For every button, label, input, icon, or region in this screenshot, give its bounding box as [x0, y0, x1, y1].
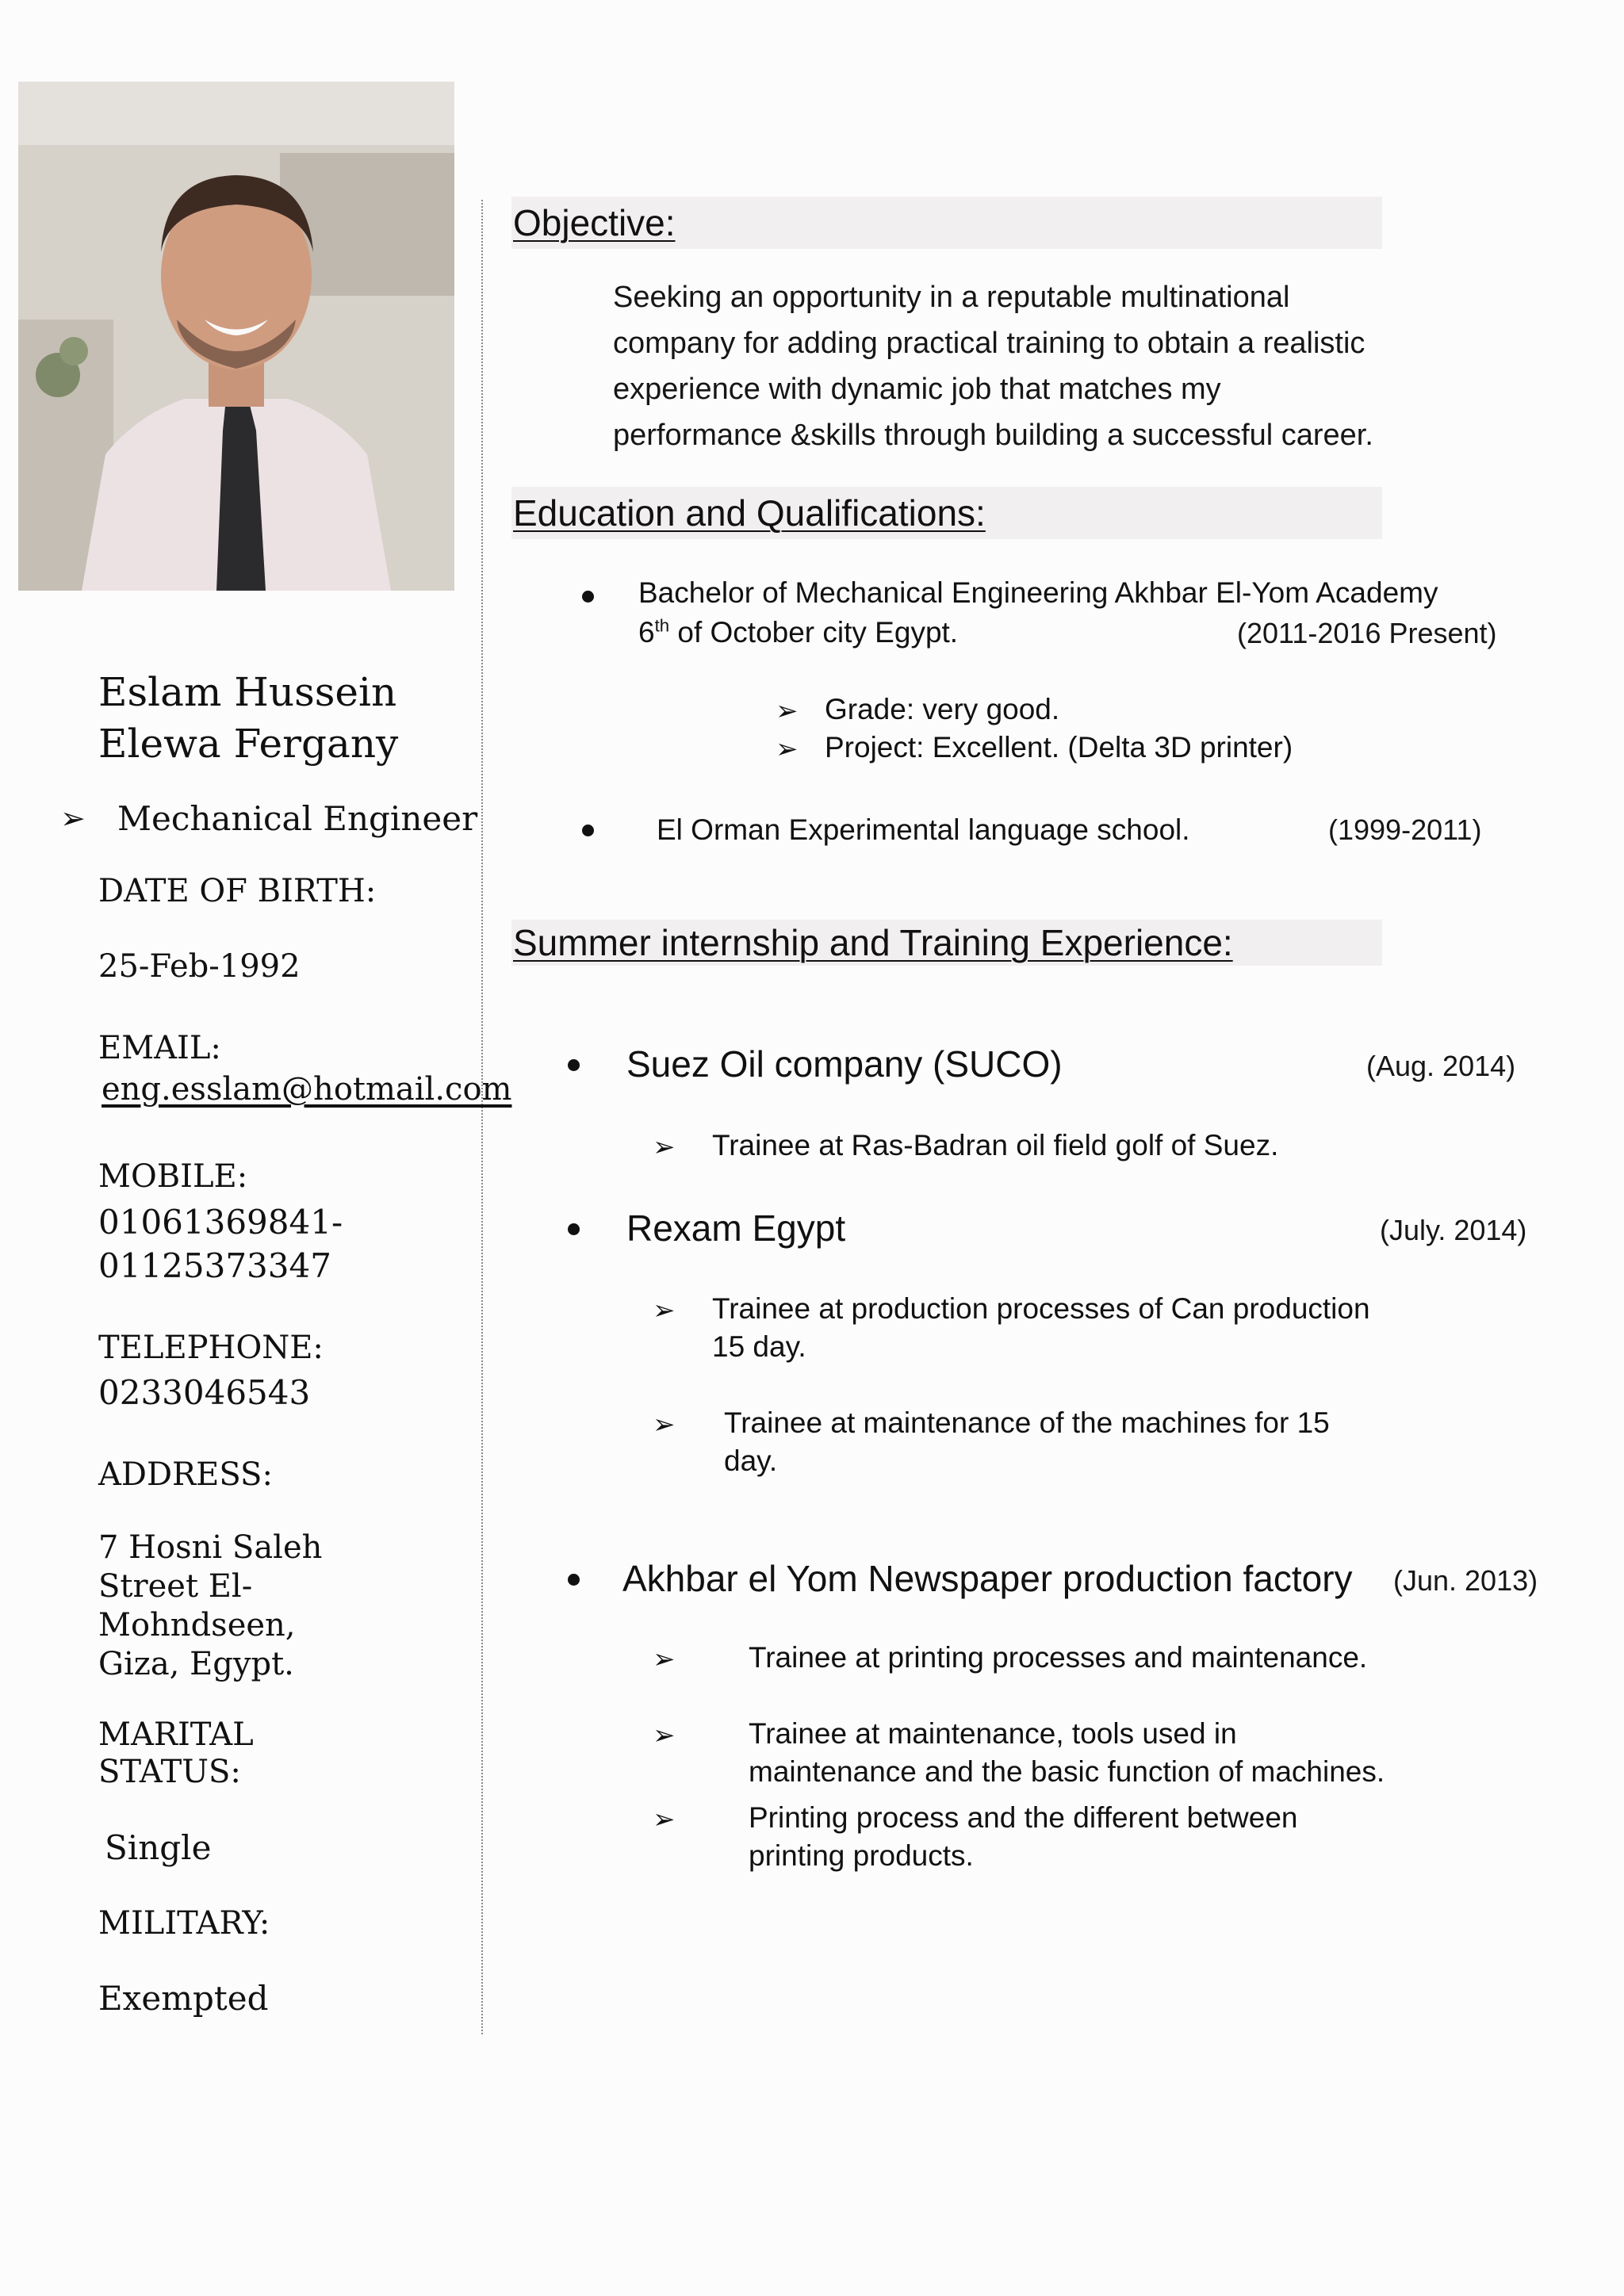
degree-line-1: Bachelor of Mechanical Engineering Akhbar El-Yom Academy	[638, 576, 1438, 609]
profile-photo	[18, 82, 454, 591]
mobile-value-1: 01061369841-	[98, 1203, 343, 1242]
project: Project: Excellent. (Delta 3D printer)	[825, 731, 1293, 763]
arrow-icon: ➢	[653, 1804, 676, 1835]
arrow-icon: ➢	[653, 1295, 676, 1326]
arrow-icon: ➢	[776, 734, 799, 764]
objective-line: experience with dynamic job that matches my	[613, 373, 1221, 406]
job-item-line: Trainee at maintenance of the machines for 15	[724, 1406, 1330, 1439]
company-name: Suez Oil company (SUCO)	[626, 1043, 1063, 1085]
telephone-value: 0233046543	[98, 1373, 311, 1412]
company-date: (Jun. 2013)	[1393, 1564, 1538, 1597]
school-dates: (1999-2011)	[1328, 813, 1482, 846]
experience-heading: Summer internship and Training Experience:	[513, 922, 1233, 963]
address-line: Mohndseen,	[98, 1607, 296, 1644]
bullet-icon	[582, 591, 594, 603]
company-date: (July. 2014)	[1380, 1214, 1527, 1246]
mobile-value-2: 01125373347	[98, 1246, 331, 1285]
address-line: 7 Hosni Saleh	[98, 1529, 323, 1566]
grade: Grade: very good.	[825, 693, 1060, 725]
bullet-icon	[568, 1574, 580, 1586]
address-line: Giza, Egypt.	[98, 1646, 294, 1682]
company-name: Akhbar el Yom Newspaper production factory	[622, 1558, 1353, 1599]
address-label: ADDRESS:	[98, 1456, 273, 1493]
column-divider	[481, 200, 483, 2034]
military-value: Exempted	[98, 1979, 269, 2018]
arrow-icon: ➢	[653, 1132, 676, 1162]
objective-line: performance &skills through building a successful career.	[613, 419, 1373, 452]
job-item: Trainee at Ras-Badran oil field golf of Suez.	[712, 1129, 1279, 1161]
education-header	[511, 487, 1382, 539]
marital-label-1: MARITAL	[98, 1716, 254, 1753]
objective-line: Seeking an opportunity in a reputable multinational	[613, 281, 1290, 314]
arrow-icon: ➢	[653, 1644, 676, 1674]
email-link[interactable]: eng.esslam@hotmail.com	[102, 1071, 512, 1108]
name-line-1: Eslam Hussein	[98, 669, 397, 715]
telephone-label: TELEPHONE:	[98, 1330, 324, 1366]
job-item-line: Printing process and the different between	[749, 1801, 1298, 1834]
job-item-line: Trainee at production processes of Can production	[712, 1292, 1370, 1325]
job-item-line: Trainee at printing processes and maintenance.	[749, 1641, 1368, 1674]
marital-value: Single	[105, 1828, 212, 1867]
objective-header	[511, 197, 1382, 249]
marital-label-2: STATUS:	[98, 1754, 241, 1790]
bullet-icon	[568, 1059, 580, 1071]
dob-value: 25-Feb-1992	[98, 948, 301, 985]
education-heading: Education and Qualifications:	[513, 492, 986, 534]
dob-label: DATE OF BIRTH:	[98, 873, 377, 909]
bullet-icon	[568, 1223, 580, 1235]
degree-line-2: 6th of October city Egypt.	[638, 615, 959, 649]
school: El Orman Experimental language school.	[657, 813, 1190, 846]
bullet-icon	[582, 825, 594, 836]
job-item-line: maintenance and the basic function of machines.	[749, 1755, 1385, 1788]
degree-dates: (2011-2016 Present)	[1237, 617, 1497, 649]
company-date: (Aug. 2014)	[1366, 1050, 1516, 1082]
job-item-line: day.	[724, 1445, 778, 1477]
experience-header	[511, 920, 1382, 966]
company-name: Rexam Egypt	[626, 1207, 846, 1249]
address-line: Street El-	[98, 1568, 253, 1605]
title-arrow-icon: ➢	[60, 802, 86, 836]
job-item-line: Trainee at maintenance, tools used in	[749, 1717, 1237, 1750]
email-label: EMAIL:	[98, 1030, 221, 1066]
name-line-2: Elewa Fergany	[98, 721, 399, 767]
military-label: MILITARY:	[98, 1905, 270, 1942]
person-photo-icon	[18, 82, 454, 591]
job-title: Mechanical Engineer	[117, 799, 478, 838]
objective-line: company for adding practical training to obtain a realistic	[613, 327, 1365, 360]
job-item-line: 15 day.	[712, 1330, 806, 1363]
job-item-line: printing products.	[749, 1839, 974, 1872]
mobile-label: MOBILE:	[98, 1158, 248, 1195]
arrow-icon: ➢	[776, 696, 799, 726]
objective-heading: Objective:	[513, 202, 676, 243]
arrow-icon: ➢	[653, 1410, 676, 1440]
arrow-icon: ➢	[653, 1720, 676, 1751]
